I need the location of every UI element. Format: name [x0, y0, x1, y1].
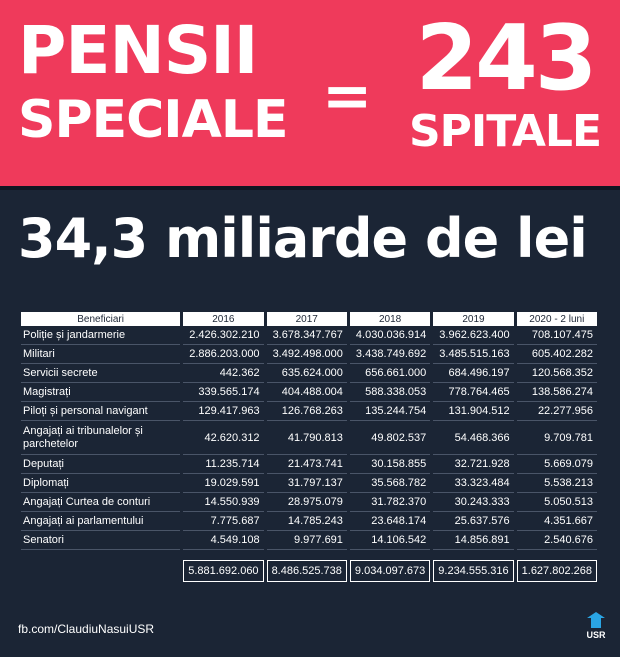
cell-value: 31.797.137 — [267, 474, 347, 493]
cell-value: 22.277.956 — [517, 402, 597, 421]
usr-arrow-icon — [587, 612, 605, 628]
banner-divider — [0, 186, 620, 190]
cell-value: 35.568.782 — [350, 474, 430, 493]
totals-blank — [21, 560, 180, 582]
cell-value: 14.785.243 — [267, 512, 347, 531]
cell-value: 25.637.576 — [433, 512, 513, 531]
cell-value: 778.764.465 — [433, 383, 513, 402]
headline-spitale: SPITALE — [408, 106, 602, 157]
table-row — [21, 345, 597, 364]
pensions-table — [18, 312, 600, 582]
table-row — [21, 402, 597, 421]
row-name: Angajați Curtea de conturi — [21, 493, 180, 512]
cell-value: 588.338.053 — [350, 383, 430, 402]
cell-value: 3.962.623.400 — [433, 326, 513, 345]
table-row — [21, 512, 597, 531]
total-2016: 5.881.692.060 — [183, 560, 263, 582]
cell-value: 7.775.687 — [183, 512, 263, 531]
cell-value: 49.802.537 — [350, 421, 430, 455]
cell-value: 14.856.891 — [433, 531, 513, 550]
headline-right — [400, 6, 610, 157]
table-spacer — [21, 550, 597, 560]
cell-value: 3.492.498.000 — [267, 345, 347, 364]
cell-value: 5.050.513 — [517, 493, 597, 512]
cell-value: 14.550.939 — [183, 493, 263, 512]
row-name: Servicii secrete — [21, 364, 180, 383]
cell-value: 9.977.691 — [267, 531, 347, 550]
cell-value: 30.243.333 — [433, 493, 513, 512]
headline-number: 243 — [415, 6, 595, 111]
cell-value: 129.417.963 — [183, 402, 263, 421]
table-header-row — [21, 312, 597, 326]
headline-banner — [0, 0, 620, 186]
cell-value: 120.568.352 — [517, 364, 597, 383]
header-2019: 2019 — [433, 312, 513, 326]
table-row — [21, 474, 597, 493]
table-row — [21, 455, 597, 474]
usr-logo-text: USR — [586, 630, 606, 640]
cell-value: 2.426.302.210 — [183, 326, 263, 345]
cell-value: 42.620.312 — [183, 421, 263, 455]
cell-value: 9.709.781 — [517, 421, 597, 455]
cell-value: 605.402.282 — [517, 345, 597, 364]
cell-value: 635.624.000 — [267, 364, 347, 383]
cell-value: 54.468.366 — [433, 421, 513, 455]
cell-value: 2.886.203.000 — [183, 345, 263, 364]
cell-value: 126.768.263 — [267, 402, 347, 421]
total-heading: 34,3 miliarde de lei — [18, 207, 587, 270]
table-row — [21, 531, 597, 550]
total-2020: 1.627.802.268 — [517, 560, 597, 582]
cell-value: 684.496.197 — [433, 364, 513, 383]
cell-value: 442.362 — [183, 364, 263, 383]
row-name: Angajați ai parlamentului — [21, 512, 180, 531]
headline-speciale: SPECIALE — [18, 90, 288, 150]
cell-value: 3.678.347.767 — [267, 326, 347, 345]
cell-value: 4.351.667 — [517, 512, 597, 531]
row-name: Angajați ai tribunalelor și parchetelor — [21, 421, 180, 455]
cell-value: 41.790.813 — [267, 421, 347, 455]
row-name: Senatori — [21, 531, 180, 550]
cell-value: 5.669.079 — [517, 455, 597, 474]
header-2016: 2016 — [183, 312, 263, 326]
cell-value: 28.975.079 — [267, 493, 347, 512]
cell-value: 30.158.855 — [350, 455, 430, 474]
cell-value: 656.661.000 — [350, 364, 430, 383]
row-name: Magistrați — [21, 383, 180, 402]
cell-value: 5.538.213 — [517, 474, 597, 493]
table-row — [21, 383, 597, 402]
cell-value: 3.485.515.163 — [433, 345, 513, 364]
total-2019: 9.234.555.316 — [433, 560, 513, 582]
cell-value: 33.323.484 — [433, 474, 513, 493]
header-beneficiari: Beneficiari — [21, 312, 180, 326]
cell-value: 2.540.676 — [517, 531, 597, 550]
row-name: Piloți și personal navigant — [21, 402, 180, 421]
equals-sign: = — [322, 61, 373, 131]
cell-value: 138.586.274 — [517, 383, 597, 402]
table-row — [21, 421, 597, 455]
table-row — [21, 326, 597, 345]
cell-value: 708.107.475 — [517, 326, 597, 345]
table-row — [21, 364, 597, 383]
cell-value: 31.782.370 — [350, 493, 430, 512]
cell-value: 11.235.714 — [183, 455, 263, 474]
headline-left — [18, 12, 288, 150]
cell-value: 32.721.928 — [433, 455, 513, 474]
cell-value: 3.438.749.692 — [350, 345, 430, 364]
total-2017: 8.486.525.738 — [267, 560, 347, 582]
cell-value: 14.106.542 — [350, 531, 430, 550]
row-name: Militari — [21, 345, 180, 364]
header-2018: 2018 — [350, 312, 430, 326]
cell-value: 4.549.108 — [183, 531, 263, 550]
cell-value: 339.565.174 — [183, 383, 263, 402]
cell-value: 21.473.741 — [267, 455, 347, 474]
row-name: Poliție și jandarmerie — [21, 326, 180, 345]
row-name: Deputați — [21, 455, 180, 474]
headline-pensii: PENSII — [18, 12, 258, 89]
totals-row — [21, 560, 597, 582]
cell-value: 23.648.174 — [350, 512, 430, 531]
cell-value: 135.244.754 — [350, 402, 430, 421]
row-name: Diplomați — [21, 474, 180, 493]
header-2020: 2020 - 2 luni — [517, 312, 597, 326]
total-2018: 9.034.097.673 — [350, 560, 430, 582]
usr-logo — [584, 612, 608, 644]
cell-value: 131.904.512 — [433, 402, 513, 421]
facebook-link[interactable]: fb.com/ClaudiuNasuiUSR — [18, 622, 155, 636]
cell-value: 4.030.036.914 — [350, 326, 430, 345]
cell-value: 404.488.004 — [267, 383, 347, 402]
header-2017: 2017 — [267, 312, 347, 326]
cell-value: 19.029.591 — [183, 474, 263, 493]
table-row — [21, 493, 597, 512]
spacer-cell — [21, 550, 597, 560]
